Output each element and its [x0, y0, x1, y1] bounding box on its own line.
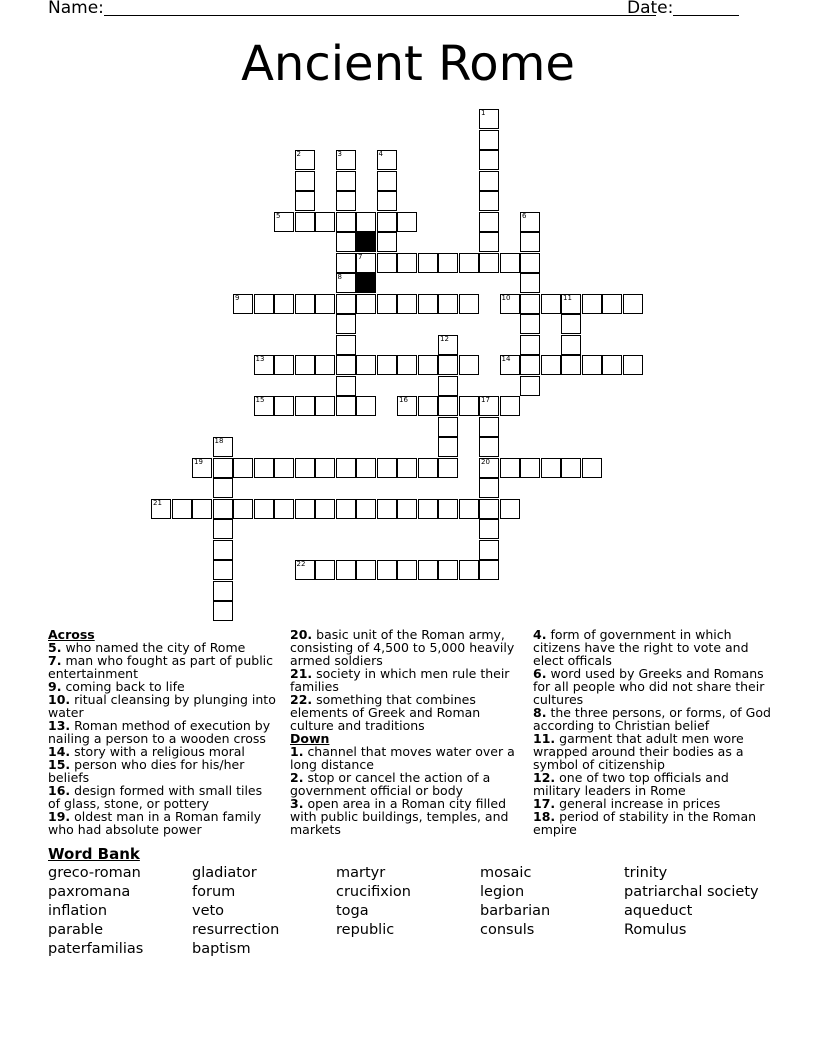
grid-cell[interactable] [479, 232, 499, 252]
grid-cell[interactable] [418, 396, 438, 416]
word-bank-item: crucifixion [336, 884, 411, 900]
grid-cell[interactable] [213, 601, 233, 621]
grid-cell[interactable] [213, 437, 233, 457]
grid-cell[interactable] [397, 355, 417, 375]
grid-cell[interactable] [315, 499, 335, 519]
page-title: Ancient Rome [241, 36, 575, 92]
grid-cell[interactable] [561, 458, 581, 478]
word-bank-item: forum [192, 884, 236, 900]
grid-cell[interactable] [336, 355, 356, 375]
black-square [356, 273, 376, 293]
grid-cell[interactable] [336, 253, 356, 273]
grid-cell[interactable] [459, 253, 479, 273]
clue-number: 18 [214, 437, 224, 445]
grid-cell[interactable] [479, 150, 499, 170]
grid-cell[interactable] [336, 232, 356, 252]
grid-cell[interactable] [336, 396, 356, 416]
word-bank-item: inflation [48, 903, 108, 919]
grid-cell[interactable] [274, 212, 294, 232]
grid-cell[interactable] [274, 396, 294, 416]
grid-cell[interactable] [295, 499, 315, 519]
grid-cell[interactable] [315, 355, 335, 375]
grid-cell[interactable] [418, 253, 438, 273]
grid-cell[interactable] [377, 253, 397, 273]
clue-number-label: 5. [48, 640, 62, 655]
word-bank-item: resurrection [192, 922, 280, 938]
grid-cell[interactable] [192, 499, 212, 519]
clue-number-label: 8. [533, 705, 547, 720]
date-field[interactable] [673, 15, 739, 16]
grid-cell[interactable] [295, 191, 315, 211]
grid-cell[interactable] [192, 458, 212, 478]
clue [48, 758, 278, 784]
grid-cell[interactable] [479, 109, 499, 129]
grid-cell[interactable] [151, 499, 171, 519]
clue-text: ritual cleansing by plunging into water [48, 692, 276, 720]
grid-cell[interactable] [520, 273, 540, 293]
grid-cell[interactable] [623, 355, 643, 375]
grid-cell[interactable] [336, 150, 356, 170]
clue-text: Roman method of execution by nailing a person to a wooden cross [48, 718, 271, 746]
grid-cell[interactable] [479, 499, 499, 519]
grid-cell[interactable] [172, 499, 192, 519]
grid-cell[interactable] [602, 294, 622, 314]
clue-number: 11 [563, 293, 572, 302]
clue-number: 16 [399, 396, 408, 404]
grid-cell[interactable] [356, 396, 376, 416]
word-bank-column-2 [192, 864, 279, 959]
word-bank-item: baptism [192, 941, 251, 957]
grid-cell[interactable] [336, 212, 356, 232]
grid-cell[interactable] [561, 314, 581, 334]
grid-cell[interactable] [233, 499, 253, 519]
clue [533, 732, 773, 771]
clue-number: 5 [276, 211, 281, 220]
clue-number-label: 13. [48, 718, 71, 733]
clue-text: who named the city of Rome [65, 640, 246, 655]
clue-text: channel that moves water over a long distance [290, 744, 515, 772]
down-heading: Down [290, 731, 330, 746]
grid-cell[interactable] [438, 437, 458, 457]
grid-cell[interactable] [377, 499, 397, 519]
grid-cell[interactable] [500, 355, 520, 375]
grid-cell[interactable] [233, 458, 253, 478]
grid-cell[interactable] [500, 294, 520, 314]
word-bank-item: martyr [336, 865, 386, 881]
grid-cell[interactable] [541, 355, 561, 375]
word-bank-item: legion [480, 884, 525, 900]
grid-cell[interactable] [438, 294, 458, 314]
grid-cell[interactable] [582, 294, 602, 314]
clue [533, 810, 773, 836]
clue-number-label: 18. [533, 809, 556, 824]
clue [290, 797, 520, 836]
grid-cell[interactable] [213, 560, 233, 580]
grid-cell[interactable] [520, 335, 540, 355]
grid-cell[interactable] [602, 355, 622, 375]
grid-cell[interactable] [479, 191, 499, 211]
grid-cell[interactable] [213, 458, 233, 478]
clue [48, 693, 278, 719]
grid-cell[interactable] [479, 437, 499, 457]
word-bank-column-5 [624, 864, 759, 940]
clues-column-3 [533, 628, 773, 836]
grid-cell[interactable] [295, 294, 315, 314]
grid-cell[interactable] [520, 232, 540, 252]
clue-number: 17 [481, 396, 490, 404]
grid-cell[interactable] [336, 171, 356, 191]
clue-number: 1 [481, 109, 486, 117]
grid-cell[interactable] [479, 212, 499, 232]
grid-cell[interactable] [377, 212, 397, 232]
clue-number: 12 [440, 334, 449, 343]
clue-number: 13 [255, 355, 265, 363]
word-bank-item: paterfamilias [48, 941, 144, 957]
clue-number-label: 4. [533, 627, 547, 642]
clue-text: society in which men rule their families [290, 666, 510, 694]
grid-cell[interactable] [295, 458, 315, 478]
clue-text: story with a religious moral [74, 744, 245, 759]
grid-cell[interactable] [315, 458, 335, 478]
grid-cell[interactable] [541, 294, 561, 314]
clue-number-label: 15. [48, 757, 71, 772]
clue [48, 810, 278, 836]
grid-cell[interactable] [336, 376, 356, 396]
grid-cell[interactable] [500, 458, 520, 478]
word-bank-item: barbarian [480, 903, 551, 919]
grid-cell[interactable] [459, 499, 479, 519]
grid-cell[interactable] [500, 253, 520, 273]
grid-cell[interactable] [336, 560, 356, 580]
grid-cell[interactable] [356, 458, 376, 478]
grid-cell[interactable] [438, 355, 458, 375]
grid-cell[interactable] [397, 212, 417, 232]
grid-cell[interactable] [315, 560, 335, 580]
clue-text: form of government in which citizens have the right to vote and elect officals [533, 627, 749, 668]
clue-text: basic unit of the Roman army, consisting of 4,500 to 5,000 heavily armed soldiers [290, 627, 515, 668]
grid-cell[interactable] [438, 560, 458, 580]
clue [48, 654, 278, 680]
clue-number: 8 [337, 273, 342, 281]
grid-cell[interactable] [479, 417, 499, 437]
grid-cell[interactable] [233, 294, 253, 314]
grid-cell[interactable] [295, 355, 315, 375]
word-bank-title: Word Bank [48, 845, 140, 863]
clues-column-1 [48, 628, 278, 836]
grid-cell[interactable] [336, 335, 356, 355]
grid-cell[interactable] [274, 499, 294, 519]
clue-number-label: 9. [48, 679, 62, 694]
grid-cell[interactable] [377, 560, 397, 580]
grid-cell[interactable] [520, 253, 540, 273]
clue-text: oldest man in a Roman family who had absolute power [48, 809, 262, 837]
grid-cell[interactable] [356, 253, 376, 273]
clue [48, 719, 278, 745]
grid-cell[interactable] [459, 355, 479, 375]
grid-cell[interactable] [438, 499, 458, 519]
grid-cell[interactable] [254, 355, 274, 375]
word-bank-item: veto [192, 903, 225, 919]
grid-cell[interactable] [561, 335, 581, 355]
grid-cell[interactable] [377, 171, 397, 191]
grid-cell[interactable] [479, 130, 499, 150]
grid-cell[interactable] [582, 458, 602, 478]
clue-number: 20 [481, 457, 490, 466]
clue-text: man who fought as part of public entertainment [48, 653, 274, 681]
grid-cell[interactable] [541, 458, 561, 478]
grid-cell[interactable] [479, 519, 499, 539]
grid-cell[interactable] [356, 560, 376, 580]
grid-cell[interactable] [520, 314, 540, 334]
word-bank-item: parable [48, 922, 104, 938]
clue [290, 628, 520, 667]
grid-cell[interactable] [582, 355, 602, 375]
grid-cell[interactable] [295, 560, 315, 580]
clue-number-label: 21. [290, 666, 313, 681]
grid-cell[interactable] [336, 314, 356, 334]
grid-cell[interactable] [254, 294, 274, 314]
header [48, 0, 748, 20]
clue-number-label: 17. [533, 796, 556, 811]
clue-text: the three persons, or forms, of God according to Christian belief [533, 705, 771, 733]
grid-cell[interactable] [213, 581, 233, 601]
across-heading: Across [48, 627, 95, 642]
grid-cell[interactable] [377, 294, 397, 314]
name-label: Name: [48, 0, 104, 18]
clue-text: garment that adult men wore wrapped around their bodies as a symbol of citizenship [533, 731, 744, 772]
clue-text: one of two top officials and military leaders in Rome [533, 770, 729, 798]
word-bank-item: consuls [480, 922, 535, 938]
clue [533, 667, 773, 706]
grid-cell[interactable] [479, 540, 499, 560]
clue-number-label: 19. [48, 809, 71, 824]
grid-cell[interactable] [520, 458, 540, 478]
clue [533, 771, 773, 797]
clue-text: person who dies for his/her beliefs [48, 757, 245, 785]
grid-cell[interactable] [438, 396, 458, 416]
clue-number-label: 10. [48, 692, 71, 707]
grid-cell[interactable] [397, 253, 417, 273]
clue-text: coming back to life [65, 679, 185, 694]
grid-cell[interactable] [438, 458, 458, 478]
grid-cell[interactable] [418, 294, 438, 314]
clue-number-label: 20. [290, 627, 313, 642]
grid-cell[interactable] [356, 212, 376, 232]
grid-cell[interactable] [315, 396, 335, 416]
word-bank-item: Romulus [624, 922, 687, 938]
grid-cell[interactable] [315, 212, 335, 232]
word-bank-column-3 [336, 864, 411, 940]
name-field[interactable] [104, 15, 656, 16]
clue-number-label: 7. [48, 653, 62, 668]
grid-cell[interactable] [561, 294, 581, 314]
grid-cell[interactable] [397, 560, 417, 580]
grid-cell[interactable] [295, 396, 315, 416]
grid-cell[interactable] [479, 171, 499, 191]
grid-cell[interactable] [295, 150, 315, 170]
grid-cell[interactable] [397, 458, 417, 478]
grid-cell[interactable] [397, 499, 417, 519]
grid-cell[interactable] [213, 519, 233, 539]
clue-text: general increase in prices [559, 796, 721, 811]
grid-cell[interactable] [520, 212, 540, 232]
grid-cell[interactable] [397, 294, 417, 314]
grid-cell[interactable] [254, 396, 274, 416]
word-bank-item: aqueduct [624, 903, 693, 919]
grid-cell[interactable] [295, 171, 315, 191]
grid-cell[interactable] [479, 253, 499, 273]
word-bank-column-1 [48, 864, 143, 959]
word-bank-item: patriarchal society [624, 884, 759, 900]
clue-number: 7 [358, 252, 363, 261]
grid-cell[interactable] [336, 458, 356, 478]
clue-number-label: 14. [48, 744, 71, 759]
clue [290, 693, 520, 732]
date-label: Date: [627, 0, 674, 18]
clue-number-label: 11. [533, 731, 556, 746]
grid-cell[interactable] [254, 458, 274, 478]
grid-cell[interactable] [500, 396, 520, 416]
grid-cell[interactable] [479, 478, 499, 498]
clue-number: 21 [153, 498, 162, 507]
grid-cell[interactable] [274, 355, 294, 375]
word-bank-item: mosaic [480, 865, 532, 881]
grid-cell[interactable] [356, 355, 376, 375]
word-bank-item: greco-roman [48, 865, 141, 881]
word-bank-item: gladiator [192, 865, 257, 881]
black-square [356, 232, 376, 252]
clue [290, 745, 520, 771]
grid-cell[interactable] [213, 499, 233, 519]
clue-number: 22 [296, 560, 306, 568]
grid-cell[interactable] [623, 294, 643, 314]
clue-number-label: 6. [533, 666, 547, 681]
grid-cell[interactable] [356, 499, 376, 519]
clue-number: 14 [501, 355, 511, 363]
word-bank-item: toga [336, 903, 369, 919]
grid-cell[interactable] [479, 396, 499, 416]
grid-cell[interactable] [418, 560, 438, 580]
clue-number: 19 [194, 457, 203, 466]
grid-cell[interactable] [397, 396, 417, 416]
clue-number-label: 16. [48, 783, 71, 798]
clue-number: 6 [522, 211, 527, 220]
grid-cell[interactable] [377, 150, 397, 170]
clue-number: 4 [378, 150, 383, 158]
clue-number: 10 [501, 293, 511, 302]
clue-text: design formed with small tiles of glass, stone, or pottery [48, 783, 263, 811]
grid-cell[interactable] [254, 499, 274, 519]
grid-cell[interactable] [336, 499, 356, 519]
grid-cell[interactable] [418, 458, 438, 478]
grid-cell[interactable] [438, 376, 458, 396]
word-bank-item: trinity [624, 865, 668, 881]
clue-number-label: 3. [290, 796, 304, 811]
word-bank-item: republic [336, 922, 395, 938]
clues-column-2 [290, 628, 520, 836]
grid-cell[interactable] [520, 355, 540, 375]
grid-cell[interactable] [500, 499, 520, 519]
grid-cell[interactable] [377, 355, 397, 375]
grid-cell[interactable] [561, 355, 581, 375]
word-bank-item: paxromana [48, 884, 131, 900]
clue-text: open area in a Roman city filled with public buildings, temples, and markets [290, 796, 509, 837]
clue-number: 3 [337, 150, 342, 158]
clue-number-label: 12. [533, 770, 556, 785]
clue-number: 15 [255, 396, 265, 404]
clue-text: word used by Greeks and Romans for all people who did not share their cultures [533, 666, 765, 707]
grid-cell[interactable] [418, 355, 438, 375]
clue [290, 771, 520, 797]
clue [48, 784, 278, 810]
clue [533, 628, 773, 667]
grid-cell[interactable] [438, 253, 458, 273]
grid-cell[interactable] [438, 335, 458, 355]
grid-cell[interactable] [356, 294, 376, 314]
grid-cell[interactable] [520, 376, 540, 396]
grid-cell[interactable] [315, 294, 335, 314]
grid-cell[interactable] [377, 232, 397, 252]
grid-cell[interactable] [459, 560, 479, 580]
grid-cell[interactable] [479, 560, 499, 580]
clue-text: something that combines elements of Greek and Roman culture and traditions [290, 692, 481, 733]
grid-cell[interactable] [377, 191, 397, 211]
clue-number-label: 2. [290, 770, 304, 785]
grid-cell[interactable] [336, 191, 356, 211]
clue-text: period of stability in the Roman empire [533, 809, 757, 837]
grid-cell[interactable] [438, 417, 458, 437]
grid-cell[interactable] [274, 458, 294, 478]
grid-cell[interactable] [336, 273, 356, 293]
clue-number: 2 [296, 150, 301, 158]
clue-number-label: 22. [290, 692, 313, 707]
clue-number-label: 1. [290, 744, 304, 759]
grid-cell[interactable] [479, 458, 499, 478]
grid-cell[interactable] [295, 212, 315, 232]
grid-cell[interactable] [274, 294, 294, 314]
word-bank-column-4 [480, 864, 550, 940]
clue-text: stop or cancel the action of a government official or body [290, 770, 491, 798]
clue [290, 667, 520, 693]
grid-cell[interactable] [418, 499, 438, 519]
grid-cell[interactable] [520, 294, 540, 314]
grid-cell[interactable] [213, 478, 233, 498]
grid-cell[interactable] [336, 294, 356, 314]
grid-cell[interactable] [459, 396, 479, 416]
grid-cell[interactable] [377, 458, 397, 478]
clue-number: 9 [235, 293, 240, 302]
clue [533, 706, 773, 732]
grid-cell[interactable] [213, 540, 233, 560]
grid-cell[interactable] [459, 294, 479, 314]
